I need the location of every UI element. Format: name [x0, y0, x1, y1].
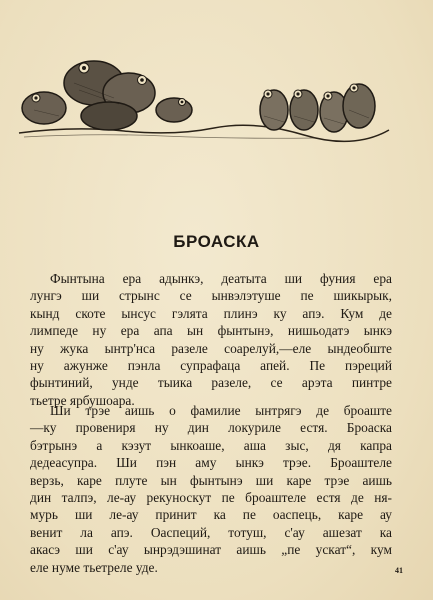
text-line: фынтиний, унде тыика разеле, се арэта пинтре	[30, 375, 392, 391]
text-line: лимпеде ну ера апа ын фынтынэ, нишьодатэ ынкэ	[30, 323, 392, 339]
text-line: кынд скоте ынсус гэлята плинэ ку апэ. Кум де	[30, 305, 392, 321]
text-line: Фынтына ера адынкэ, деатыта ши фуния ера	[50, 271, 392, 286]
text-line: дедеасупра. Ши пэн аму ынкэ трэе. Броаштеле	[30, 455, 392, 471]
text-line: тьетре ярбушоара.	[30, 392, 135, 408]
text-line: Ши трэе аишь о фамилие ынтрягэ де броаште	[50, 403, 392, 418]
story-title: БРОАСКА	[173, 232, 260, 251]
text-line: дин талпэ, ле-ау рекуноскут пе броаштеле естя де ня-	[30, 490, 392, 506]
text-line: бэтрынэ а кэзут ынкоаше, аша зыс, дя капра	[30, 437, 392, 453]
text-line: ну ажунже пэнла супрафаца апей. Пе пэреций	[30, 358, 392, 374]
text-line: венит ла апэ. Оаспеций, тотуш, с'ау ашезат ка	[30, 524, 392, 540]
paragraph-2	[30, 402, 392, 576]
frogs-illustration	[14, 38, 394, 148]
text-line: верзь, каре плуте ын фынтынэ ши каре трэе аишь	[30, 472, 392, 488]
text-line: лунгэ ши стрынс се ынвэлэтуше пе шикырык,	[30, 288, 392, 304]
paragraph-1	[30, 270, 392, 409]
text-line: еле нуме тьетреле уде.	[30, 559, 158, 575]
text-line: акасэ ши с'ау ынрэдэшинат аишь „пе ускат“, кум	[30, 542, 392, 558]
text-line: ну жука ынтр'нса разеле соарелуй,—еле ындеобште	[30, 340, 392, 356]
text-line: мурь ши ле-ау принит ка пе оаспець, каре ау	[30, 507, 392, 523]
page-number: 41	[395, 566, 403, 575]
text-line: —ку провениря ну дин локуриле естя. Броаска	[30, 420, 392, 436]
